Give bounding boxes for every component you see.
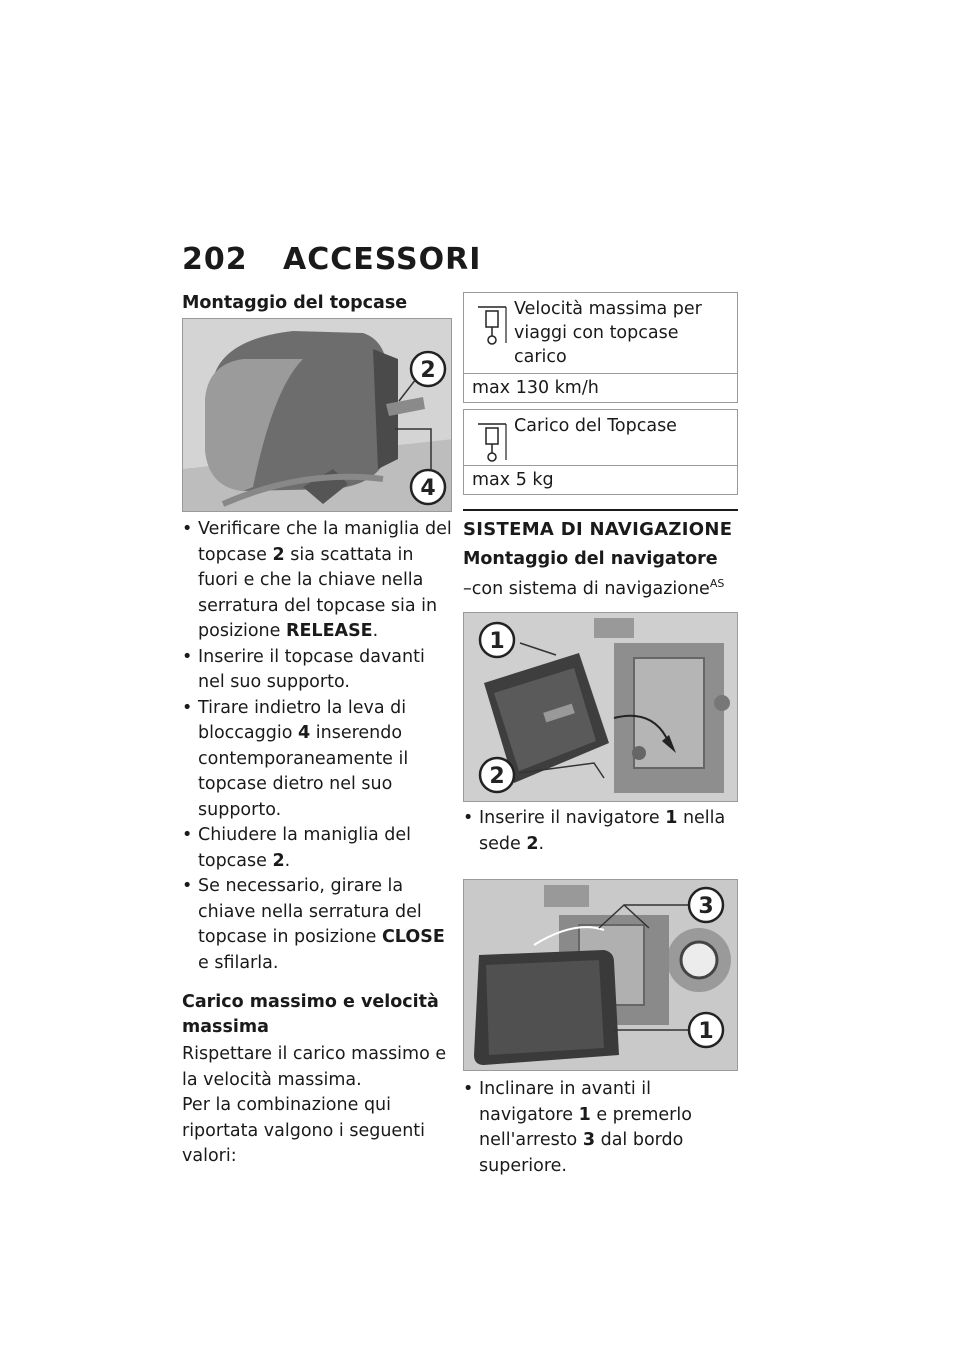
step-item: • Inclinare in avanti il navigatore 1 e premerlo nell'arresto 3 dal bordo superiore. xyxy=(463,1077,738,1179)
thermometer-gauge-icon xyxy=(476,303,510,347)
topcase-title: Montaggio del topcase xyxy=(182,293,408,313)
left-column xyxy=(182,292,452,1170)
load-title: Carico massimo e velocità massima xyxy=(182,992,439,1037)
right-column xyxy=(463,292,738,1179)
spec2-value: max 5 kg xyxy=(472,470,554,490)
figure3-callout-1: 1 xyxy=(698,1019,714,1045)
figure1-callout-4: 4 xyxy=(420,476,436,501)
step-item: • Tirare indietro la leva di bloccaggio 4 inserendo contemporaneamente il topcase dietro nel suo supporto. xyxy=(182,696,452,824)
page-number: 202 xyxy=(182,242,248,277)
spec1-value: max 130 km/h xyxy=(472,378,599,398)
spec-max-speed xyxy=(463,292,738,403)
figure3-callout-3: 3 xyxy=(698,894,714,920)
nav-subtitle: –con sistema di navigazione$^{AS}$ xyxy=(463,577,725,599)
step-item: • Inserire il navigatore 1 nella sede 2. xyxy=(463,806,738,857)
navigator-insert-figure xyxy=(463,612,738,802)
topcase-figure xyxy=(182,318,452,512)
topcase-steps xyxy=(182,517,452,976)
step-item: • Inserire il topcase davanti nel suo supporto. xyxy=(182,645,452,696)
step-item: • Se necessario, girare la chiave nella serratura del topcase in posizione CLOSE e sfilarla. xyxy=(182,874,452,976)
navigator-tilt-figure xyxy=(463,879,738,1071)
spec1-label: Velocità massima per viaggi con topcase carico xyxy=(514,299,702,367)
nav-section-title: SISTEMA DI NAVIGAZIONE xyxy=(463,519,733,540)
nav-insert-steps xyxy=(463,806,738,857)
figure1-callout-2: 2 xyxy=(420,358,436,383)
figure2-callout-1: 1 xyxy=(489,629,505,655)
spec2-label: Carico del Topcase xyxy=(514,416,677,436)
load-text-2: Per la combinazione qui riportata valgono i seguenti valori: xyxy=(182,1095,426,1166)
chapter-title: ACCESSORI xyxy=(283,242,482,277)
thermometer-gauge-icon xyxy=(476,420,510,464)
figure2-callout-2: 2 xyxy=(489,764,505,790)
spec-topcase-load xyxy=(463,409,738,495)
nav-title: Montaggio del navigatore xyxy=(463,549,718,569)
nav-tilt-steps xyxy=(463,1077,738,1179)
step-item: • Chiudere la maniglia del topcase 2. xyxy=(182,823,452,874)
section-rule xyxy=(463,509,738,511)
page-header xyxy=(182,242,742,282)
load-text-1: Rispettare il carico massimo e la velocità massima. xyxy=(182,1044,447,1090)
step-item: • Verificare che la maniglia del topcase 2 sia scattata in fuori e che la chiave nella serratura del topcase sia in posizione RELEASE. xyxy=(182,517,452,645)
